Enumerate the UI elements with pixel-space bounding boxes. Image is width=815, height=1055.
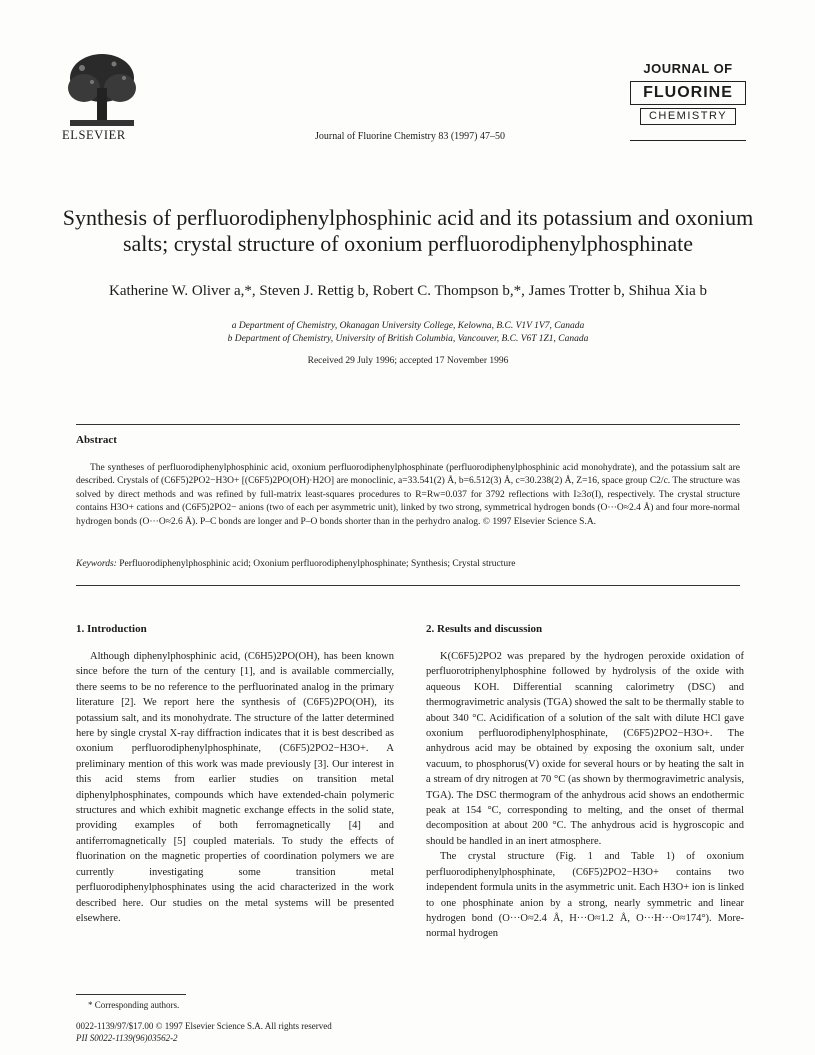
abstract-text: The syntheses of perfluorodiphenylphosphinic acid, oxonium perfluorodiphenylphosphinate (perfluorodiphenylphosphinic acid monohydrate), and the potassium salt are described. Crystals of (C6F5)2PO2−H3O+ [(C6F5)2PO(OH)·H2O] are monoclinic, a=33.541(2) Å, b=6.512(3) Å, c=30.238(2) Å, Z=16, space group C2/c. The structure was solved by direct methods and was refined by full-matrix least-squares procedures to R=Rw=0.037 for 3792 reflections with I≥3σ(I), respectively. The crystal structure contains H3O+ cations and (C6F5)2PO2− anions (two of each per asymmetric unit), linked by two strong, symmetrical hydrogen bonds (O···O≈2.4 Å) and four more-normal hydrogen bonds (O···O≈2.6 Å). P–C bonds are longer and P–O bonds shorter than in the perhydro analog. © 1997 Elsevier Science S.A.	[76, 463, 740, 527]
keywords-label: Keywords:	[76, 559, 117, 569]
journal-logo-line1: JOURNAL OF	[643, 61, 733, 76]
footnote-rule	[76, 994, 186, 995]
keywords-text: Perfluorodiphenylphosphinic acid; Oxonium perfluorodiphenylphosphinate; Synthesis; Crystal structure	[119, 559, 516, 569]
left-column	[76, 623, 394, 926]
paper-title: Synthesis of perfluorodiphenylphosphinic acid and its potassium and oxonium salts; crystal structure of oxonium perfluorodiphenylphosphinate	[62, 205, 754, 256]
journal-logo	[622, 55, 746, 140]
introduction-heading: 1. Introduction	[76, 623, 147, 635]
copyright-line: 0022-1139/97/$17.00 © 1997 Elsevier Science S.A. All rights reserved	[76, 1021, 332, 1031]
abstract-top-rule	[76, 424, 740, 425]
copyright-notice	[76, 1020, 332, 1044]
publisher-name: ELSEVIER	[62, 128, 126, 142]
pii-line: PII S0022-1139(96)03562-2	[76, 1033, 178, 1043]
author-list: Katherine W. Oliver a,*, Steven J. Rettig b, Robert C. Thompson b,*, James Trotter b, Shihua Xia b	[108, 283, 707, 299]
right-column	[426, 623, 744, 942]
journal-logo-line2: FLUORINE	[630, 81, 746, 105]
keywords	[76, 559, 740, 569]
footnote: * Corresponding authors.	[88, 1000, 180, 1010]
header-rule	[630, 140, 746, 141]
results-heading: 2. Results and discussion	[426, 623, 543, 635]
affiliations	[62, 320, 754, 346]
elsevier-tree-logo	[62, 48, 142, 140]
results-paragraph-1: K(C6F5)2PO2 was prepared by the hydrogen peroxide oxidation of perfluorotriphenylphosphine followed by hydrolysis of the oxide with aqueous KOH. Differential scanning calorimetry (DSC) and thermogravimetric analysis (TGA) showed the salt to be thermally stable to about 340 °C. Acidification of a solution of the salt with dilute HCl gave oxonium perfluorodiphenylphosphinate, (C6F5)2PO2−H3O+. The anhydrous acid may be obtained by exposing the oxonium salt, under vacuum, to phosphorus(V) oxide for several hours or by heating the salt in a stream of dry nitrogen at 70 °C (as shown by thermogravimetric analysis, TGA). The DSC thermogram of the anhydrous acid shows an endothermic peak at 154 °C, corresponding to melting, and the onset of thermal decomposition at about 200 °C. The anhydrous acid is hygroscopic and should be handled in an inert atmosphere.	[426, 651, 744, 847]
affiliation-b: b Department of Chemistry, University of British Columbia, Vancouver, B.C. V6T 1Z1, Canada	[227, 334, 589, 344]
introduction-paragraph: Although diphenylphosphinic acid, (C6H5)2PO(OH), has been known since before the turn of the century [1], and is available commercially, there seems to be no reference to the perfluorinated analog in the primary literature [2]. We report here the synthesis of (C6F5)2PO(OH), its potassium salt, and its monohydrate. The structure of the latter determined here by single crystal X-ray diffraction indicates that it is best described as oxonium perfluorodiphenylphosphinate, (C6F5)2PO2−H3O+. A preliminary mention of this work was made previously [3]. Our interest in this acid stems from earlier studies on transition metal diphenylphosphinates, compounds which have extended-chain polymeric structures and which exhibit magnetic exchange effects in the solid state, providing examples of both ferromagnetically [4] and antiferromagnetically [5] coupled materials. To study the effects of fluorination on the magnetic properties of coordination polymers we are currently investigating some transition metal perfluorodiphenylphosphinates using the acid characterized in the work described here. Our studies on the metal systems will be presented elsewhere.	[76, 651, 394, 924]
journal-reference: Journal of Fluorine Chemistry 83 (1997) 47–50	[315, 131, 505, 142]
journal-logo-line3: CHEMISTRY	[640, 108, 736, 125]
abstract-bottom-rule	[76, 585, 740, 586]
abstract-heading: Abstract	[76, 434, 117, 446]
affiliation-a: a Department of Chemistry, Okanagan University College, Kelowna, B.C. V1V 1V7, Canada	[231, 321, 585, 331]
received-dates: Received 29 July 1996; accepted 17 November 1996	[307, 356, 509, 366]
results-paragraph-2: The crystal structure (Fig. 1 and Table 1) of oxonium perfluorodiphenylphosphinate, (C6F5)2PO2−H3O+ contains two independent formula units in the asymmetric unit. Each H3O+ ion is linked to one phosphinate anion by a strong, nearly symmetric and linear hydrogen bond (O···O≈2.4 Å, H···O≈1.2 Å, O···H···O≈174°). More-normal hydrogen	[426, 851, 744, 940]
